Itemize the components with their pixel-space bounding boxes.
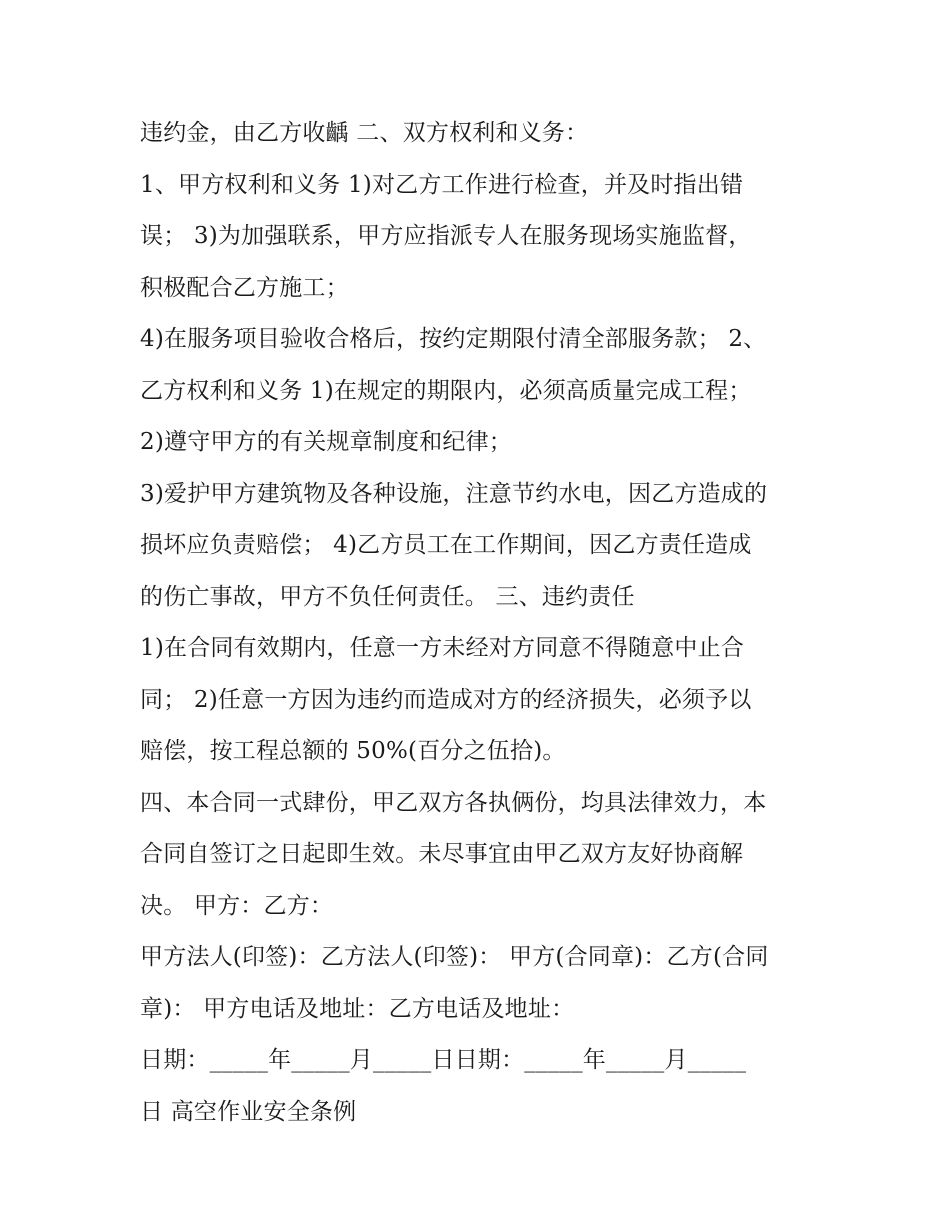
document-body (140, 108, 820, 1138)
text-line: 赔偿，按工程总额的 50%(百分之伍拾)。 (140, 738, 566, 764)
text-line: 章)： 甲方电话及地址：乙方电话及地址： (140, 995, 575, 1022)
text-line: 决。 甲方：乙方： (140, 892, 334, 919)
text-line: 合同自签订之日起即生效。未尽事宜由甲乙双方友好协商解 (140, 841, 744, 867)
text-line: 2)遵守甲方的有关规章制度和纪律； (140, 429, 513, 455)
text-line: 违约金，由乙方收齲 二、双方权利和义务： (140, 120, 589, 146)
text-line: 损坏应负责赔偿； 4)乙方员工在工作期间，因乙方责任造成 (140, 532, 752, 558)
text-line: 四、本合同一式肆份，甲乙双方各执俩份，均具法律效力，本 (140, 789, 767, 816)
text-line: 误； 3)为加强联系，甲方应指派专人在服务现场实施监督， (140, 223, 752, 249)
text-line: 3)爱护甲方建筑物及各种设施，注意节约水电，因乙方造成的 (140, 480, 768, 507)
text-line: 积极配合乙方施工； (140, 274, 349, 301)
text-line: 1、甲方权利和义务 1)对乙方工作进行检查，并及时指出错 (140, 171, 744, 198)
text-line: 1)在合同有效期内，任意一方未经对方同意不得随意中止合 (140, 635, 745, 661)
text-line: 同； 2)任意一方因为违约而造成对方的经济损失，必须予以 (140, 686, 752, 713)
text-line: 的伤亡事故，甲方不负任何责任。 三、违约责任 (140, 583, 635, 610)
text-line: 乙方权利和义务 1)在规定的期限内，必须高质量完成工程； (140, 377, 752, 404)
text-line: 甲方法人(印签)：乙方法人(印签)： 甲方(合同章)：乙方(合同 (140, 944, 769, 970)
text-line: 4)在服务项目验收合格后，按约定期限付清全部服务款； 2、 (140, 326, 767, 352)
text-line: 日期：_____年_____月_____日日期：_____年_____月_____ (140, 1047, 747, 1073)
text-line: 日 高空作业安全条例 (140, 1098, 357, 1125)
